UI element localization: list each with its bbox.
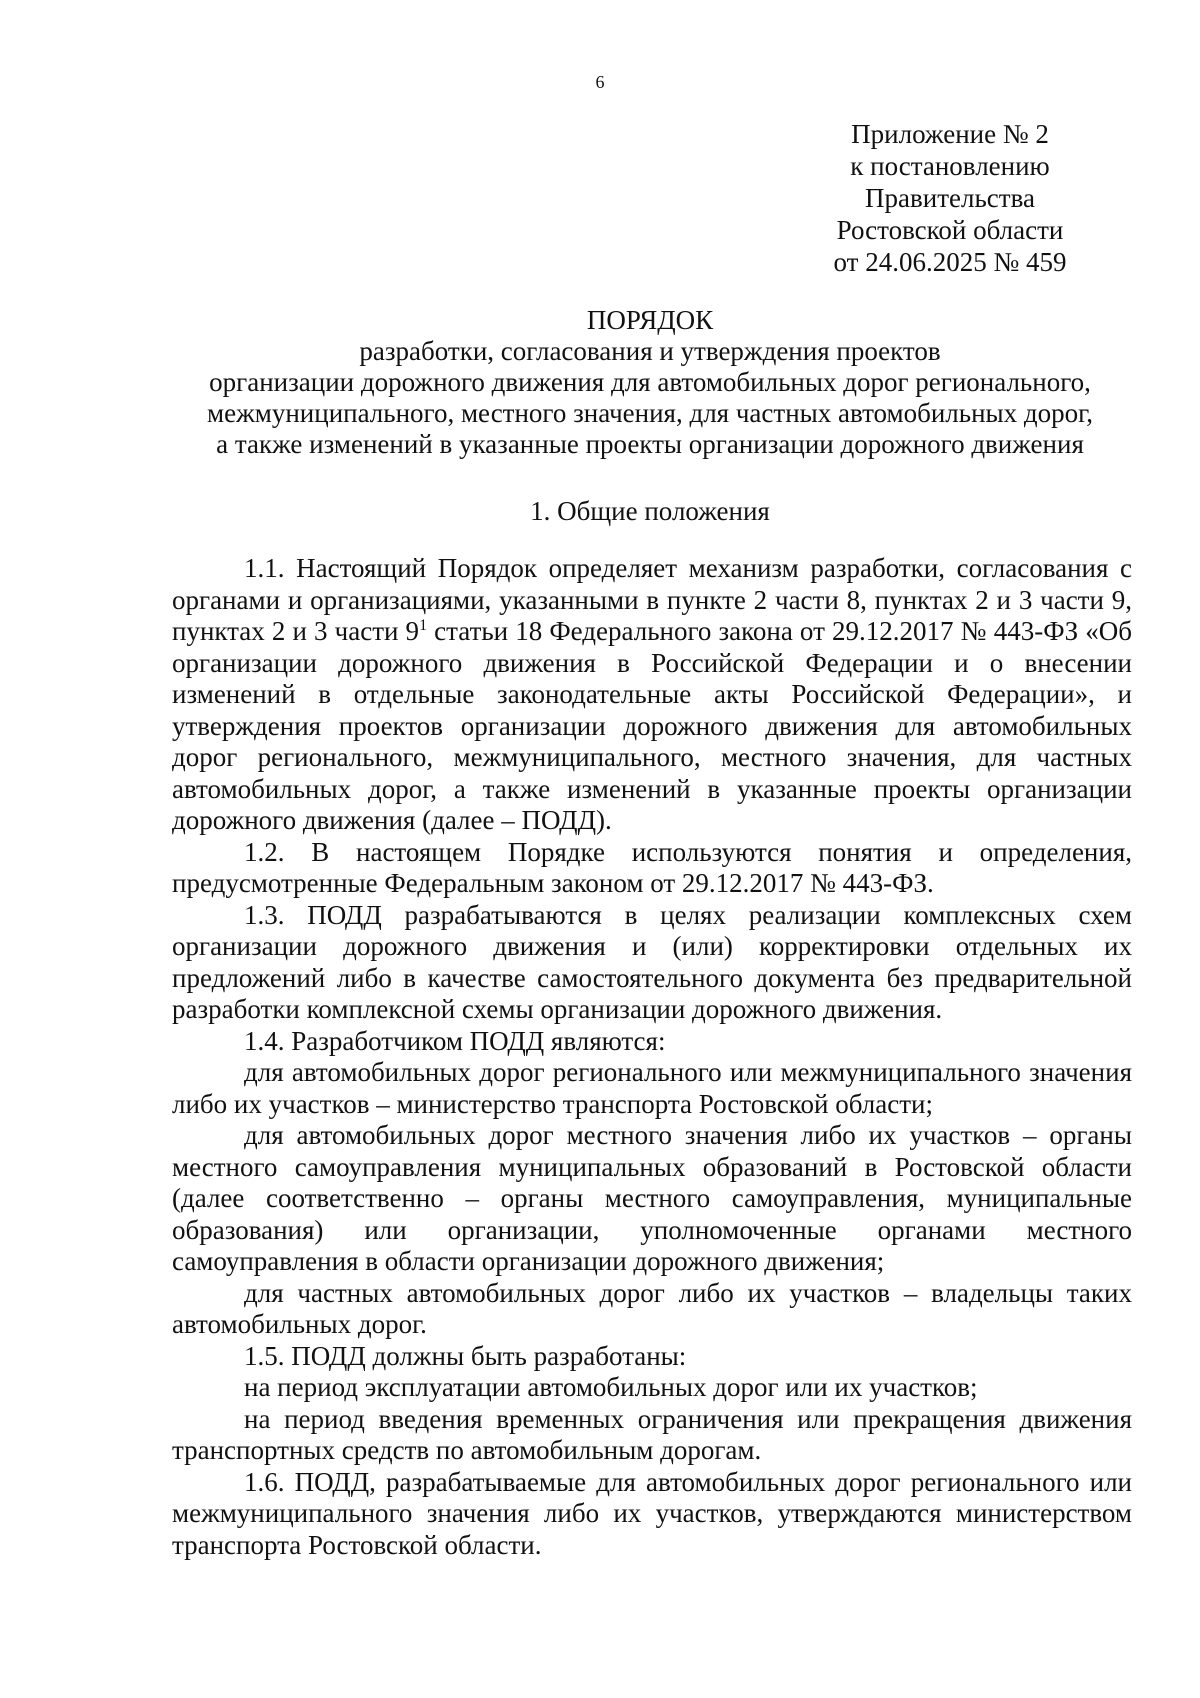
paragraph-1-4-b: для автомобильных дорог местного значения либо их участков – органы местного самоуправления муниципальных образований в Ростовской области (далее соответственно – органы местного самоуправления, муниципальные образования) или организации, уполномоченные органами местного самоуправления в области организации дорожного движения; <box>172 1120 1132 1276</box>
appendix-block <box>780 118 1120 278</box>
title-line-4: а также изменений в указанные проекты организации дорожного движения <box>216 429 1084 459</box>
paragraph-1-1-part-a: 1.1. Настоящий Порядок определяет механизм разработки, согласования с органами и организациями, указанными в пункте 2 части 8, пунктах 2 и 3 части 9, пунктах 2 и 3 части 9 <box>172 553 1132 646</box>
paragraph-1-4-a: для автомобильных дорог регионального или межмуниципального значения либо их участков – министерство транспорта Ростовской области; <box>172 1057 1132 1119</box>
paragraph-1-4: 1.4. Разработчиком ПОДД являются: <box>244 1025 666 1056</box>
appendix-line-5: от 24.06.2025 № 459 <box>833 247 1067 277</box>
document-body <box>172 553 1132 1561</box>
superscript-1: 1 <box>419 617 428 634</box>
paragraph-1-5-b: на период введения временных ограничения или прекращения движения транспортных средств по автомобильным дорогам. <box>172 1403 1132 1465</box>
paragraph-1-5-a: на период эксплуатации автомобильных дорог или их участков; <box>244 1372 978 1402</box>
paragraph-1-1 <box>172 553 1132 837</box>
title-heading: ПОРЯДОК <box>586 305 714 335</box>
title-line-2: организации дорожного движения для автомобильных дорог регионального, <box>209 367 1091 397</box>
appendix-line-3: Правительства <box>865 183 1035 213</box>
title-line-3: межмуниципального, местного значения, для частных автомобильных дорог, <box>207 398 1093 428</box>
page-number: 6 <box>595 72 605 92</box>
paragraph-1-5: 1.5. ПОДД должны быть разработаны: <box>244 1340 687 1371</box>
appendix-line-2: к постановлению <box>850 151 1050 181</box>
paragraph-1-6: 1.6. ПОДД, разрабатываемые для автомобильных дорог регионального или межмуниципального значения либо их участков, утверждаются министерством транспорта Ростовской области. <box>172 1466 1132 1560</box>
appendix-line-1: Приложение № 2 <box>851 119 1049 149</box>
document-title <box>170 305 1130 460</box>
paragraph-1-3: 1.3. ПОДД разрабатываются в целях реализации комплексных схем организации дорожного движения и (или) корректировки отдельных их предложений либо в качестве самостоятельного документа без предварительной разработки комплексной схемы организации дорожного движения. <box>172 899 1132 1024</box>
paragraph-1-4-c: для частных автомобильных дорог либо их участков – владельцы таких автомобильных дорог. <box>172 1277 1132 1339</box>
paragraph-1-2: 1.2. В настоящем Порядке используются понятия и определения, предусмотренные Федеральным законом от 29.12.2017 № 443-ФЗ. <box>172 836 1132 898</box>
section-heading: 1. Общие положения <box>530 496 770 526</box>
title-line-1: разработки, согласования и утверждения проектов <box>359 336 941 366</box>
appendix-line-4: Ростовской области <box>836 215 1064 245</box>
paragraph-1-1-part-b: статьи 18 Федерального закона от 29.12.2017 № 443-ФЗ «Об организации дорожного движения в Российской Федерации и о внесении изменений в отдельные законодательные акты Российской Федерации», и утверждения проектов организации дорожного движения для автомобильных дорог регионального, межмуниципального, местного значения, для частных автомобильных дорог, а также изменений в указанные проекты организации дорожного движения (далее – ПОДД). <box>172 616 1132 835</box>
